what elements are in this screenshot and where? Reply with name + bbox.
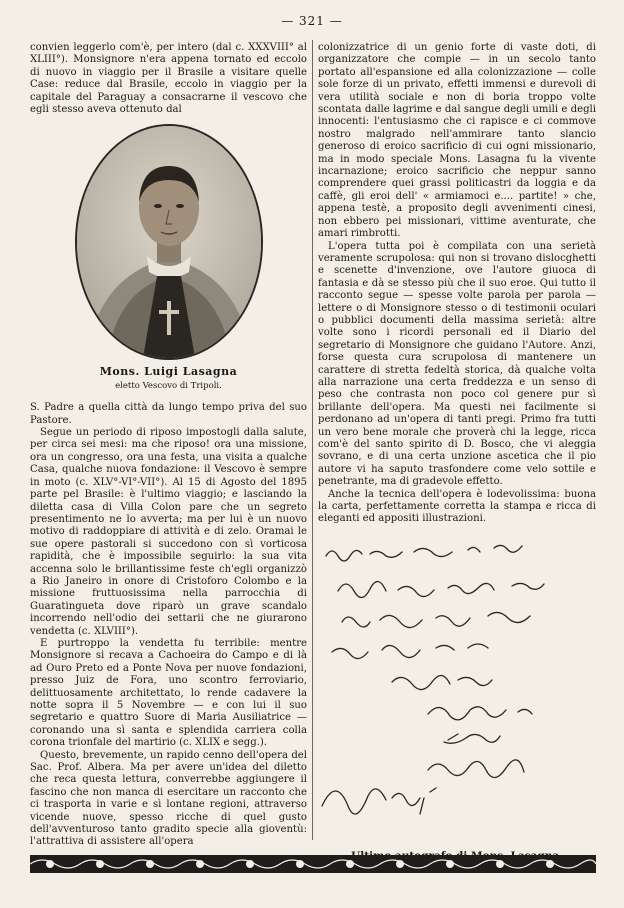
- portrait-caption-subtitle: eletto Vescovo di Tripoli.: [115, 380, 222, 391]
- left-column: [30, 42, 307, 849]
- right-paragraph: Anche la tecnica dell'opera è lodevolissima: buona la carta, perfettamente corretta la stampa e ricca di eleganti ed appositi illustrazioni.: [318, 488, 596, 525]
- left-paragraph: E purtroppo la vendetta fu terribile: mentre Monsignore si recava a Cachoeira do Campo e di là ad Ouro Preto ed a Ponte Nova per nuove fondazioni, presso Juiz de Fora, uno scontro ferroviario, delittuosamente architettato, lo rende cadavere la notte sopra il 5 Novembre — e con lui il suo segretario e quattro Suore di Maria Ausiliatrice — coronando una sì santa e splendida carriera colla corona trionfale del martirio (c. XLIX e segg.).: [30, 637, 307, 749]
- right-column: [318, 42, 596, 846]
- portrait-illustration: [77, 126, 261, 358]
- right-paragraph: colonizzatrice di un genio forte di vaste doti, di organizzatore che compie — in un secolo tanto portato all'espansione ed alla colonizzazione — colle sole forze di un privato, effetti immensi e durevoli di vera utilità sociale e non di boria troppo volte scontata dalle lagrime e dal sangue degli umili e degli innocenti: l'entusiasmo che ci rapisce e ci commove nostro malgrado nell'ammirare tanto slancio generoso di eroico sacrificio di cui ogni missionario, ma in modo speciale Mons. Lasagna fu la vivente incarnazione; eroico sacrificio che neppur sanno comprendere quei grassi politicastri da loggia e da caffè, gli eroi dell' « armiamoci e.... partite! » che, appena testè, a proposito degli avvenimenti cinesi, non ebbero pei missionari, vittime aventurate, che amari rimbrotti.: [318, 42, 596, 240]
- handwritten-autograph-illustration: [318, 536, 596, 846]
- portrait-caption: [30, 366, 307, 392]
- page-number: — 321 —: [281, 14, 343, 28]
- portrait-caption-name: Mons. Luigi Lasagna: [99, 365, 238, 379]
- left-paragraph: S. Padre a quella città da lungo tempo priva del suo Pastore.: [30, 402, 307, 426]
- portrait-oval: [75, 124, 263, 360]
- column-divider: [312, 40, 313, 840]
- right-paragraph: L'opera tutta poi è compilata con una serietà veramente scrupolosa: qui non si trovano dislocghetti e scenette d'invenzione, ove l'autore giuoca di fantasia e dà se stesso più che il suo eroe. Qui tutto il racconto segue — spesse volte parola per parola — lettere o di Monsignore stesso o di testimonii oculari o pubblici documenti della massima serietà: altre volte sono i ricordi personali ed il Diario del segretario di Monsignore che guidano l'Autore. Anzi, forse questa cura scrupolosa di mantenere un carattere di stretta fedeltà storica, dà qualche volta alla narrazione una certa freddezza e un senso di peso che contrasta non poco col genere pur sì brillante dell'opera. Ma questi nei facilmente si perdonano ad un'opera di tanti pregi. Primo fra tutti un vero bene morale che proverà chi la legge, ricca com'è del santo spirito di D. Bosco, che vi aleggia sovrano, e di una certa unzione ascetica che il pio autore vi ha saputo trasfondere come velo sottile e penetrante, ma di gradevole effetto.: [318, 240, 596, 488]
- decorative-border: [30, 855, 596, 873]
- left-paragraph: Segue un periodo di riposo impostogli dalla salute, per circa sei mesi: ma che riposo! ora una missione, ora un congresso, ora una festa, una visita a qualche Casa, qualche nuova fondazione: il Vescovo è sempre in moto (c. XLV°-VI°-VII°). Al 15 di Agosto del 1895 parte pel Brasile: è l'ultimo viaggio; e lasciando la diletta casa di Villa Colon pare che un segreto presentimento ne lo avverta; ma per lui è un nuovo motivo di raddoppiare di attività e di zelo. Oramai le sue opere pastorali si succedono con sì vorticosa rapidità, che è impossibile seguirlo: la sua vita accenna solo le brillantissime feste ch'egli organizzò a Rio Janeiro in onore di Cristoforo Colombo e la missione fruttuosissima nella parrocchia di Guaratingueta dove riparò un grave scandalo incorrendo nell'odio dei settarii che ne giurarono vendetta (c. XLVIII°).: [30, 427, 307, 637]
- ornament-band-illustration: [30, 855, 596, 873]
- left-paragraph-top: convien leggerlo com'è, per intero (dal c. XXXVIII° al XLIII°). Monsignore n'era appena tornato ed eccolo di nuovo in viaggio per il Brasile a visitare quelle Case: reduce dal Brasile, eccolo in viaggio per la capitale del Paraguay a consacrarne il vescovo che egli stesso aveva ottenuto dal: [30, 42, 307, 116]
- autograph-image: [318, 536, 596, 846]
- left-paragraph: Questo, brevemente, un rapido cenno dell'opera del Sac. Prof. Albera. Ma per avere un'idea del diletto che reca questa lettura, converrebbe aggiungere il fascino che non manca di esercitare un racconto che ci trasporta in varie e sì lontane regioni, attraverso vicende nuove, spesso ricche di quel gusto dell'avventuroso tanto gradito specie alla gioventù: l'attrattiva di assistere all'opera: [30, 749, 307, 848]
